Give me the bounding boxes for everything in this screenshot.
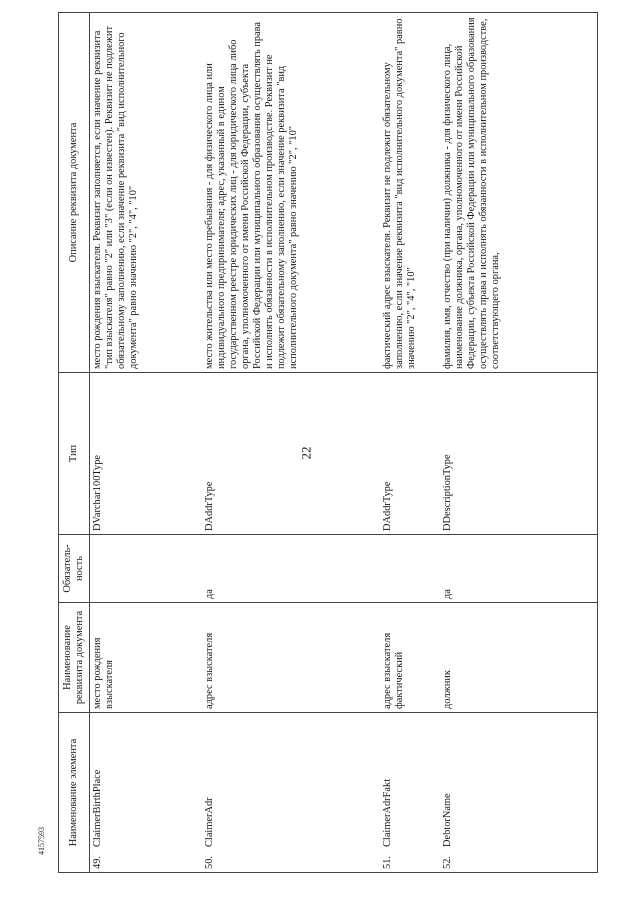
header-required: Обязатель-ность <box>59 535 90 603</box>
table-row <box>202 13 380 873</box>
header-element-name: Наименование элемента <box>59 713 90 873</box>
cell-required <box>380 535 440 603</box>
cell-description: фактический адрес взыскателя. Реквизит не подлежит обязательному заполнению, если значение реквизита "вид исполнительного документа" равно значению "2", "4", "10" <box>380 13 440 373</box>
element-name: ClaimerAdr <box>203 797 215 847</box>
header-type: Тип <box>59 373 90 535</box>
page-number: 22 <box>298 446 314 460</box>
cell-element <box>380 713 440 873</box>
document-code: 4157593 <box>37 827 46 855</box>
cell-element <box>440 713 598 873</box>
header-description: Описание реквизита документа <box>59 13 90 373</box>
cell-description: место рождения взыскателя. Реквизит заполняется, если значение реквизита "тип взыскателя" равно "2" или "3" (если он известен). Реквизит не подлежит обязательному заполнению, если значение реквизита "вид исполнительного документа" равно значению "2", "4", "10" <box>90 13 202 373</box>
cell-type: DDescriptionType <box>440 373 598 535</box>
row-number: 51. <box>381 856 393 869</box>
element-name: DebtorName <box>441 793 453 847</box>
cell-element <box>90 713 202 873</box>
requisites-table <box>58 12 598 873</box>
cell-requisite-name: адрес взыскателя <box>202 603 380 713</box>
element-name: ClaimerBirthPlace <box>92 769 103 847</box>
table-row <box>380 13 440 873</box>
table-row <box>90 13 202 873</box>
cell-type: DVarchar100Type <box>90 373 202 535</box>
cell-description: место жительства или место пребывания - для физического лица или индивидуального предпринимателя; адрес, указанный в едином государственном реестре юридических лиц - для юридического лица либо органа, уполномоченного от имени Российской Федерации, субъекта Российской Федерации или муниципального образования осуществлять права и исполнять обязанности в исполнительном производстве. Реквизит не подлежит обязательному заполнению, если значение реквизита "вид исполнительного документа" равно значению "2", "10" <box>202 13 380 373</box>
cell-required <box>90 535 202 603</box>
cell-requisite-name: адрес взыскателя фактический <box>380 603 440 713</box>
cell-required: да <box>440 535 598 603</box>
table-header-row <box>59 13 90 873</box>
cell-type: DAddrType <box>380 373 440 535</box>
row-number: 49. <box>92 856 103 869</box>
cell-requisite-name: место рождения взыскателя <box>90 603 202 713</box>
element-name: ClaimerAdrFakt <box>381 778 393 847</box>
header-requisite-name: Наименование реквизита документа <box>59 603 90 713</box>
rotated-table-container <box>58 13 598 873</box>
cell-required: да <box>202 535 380 603</box>
cell-type: DAddrType <box>202 373 380 535</box>
row-number: 50. <box>203 856 215 869</box>
row-number: 52. <box>441 856 453 869</box>
cell-description: фамилия, имя, отчество (при наличии) должника - для физического лица, наименование должника, органа, уполномоченного от имени Российской Федерации, субъекта Российской Федерации или муниципального образования осуществлять права и исполнять обязанности в исполнительном производстве, соответствующего органа, <box>440 13 598 373</box>
table-row <box>440 13 598 873</box>
cell-requisite-name: должник <box>440 603 598 713</box>
cell-element <box>202 713 380 873</box>
